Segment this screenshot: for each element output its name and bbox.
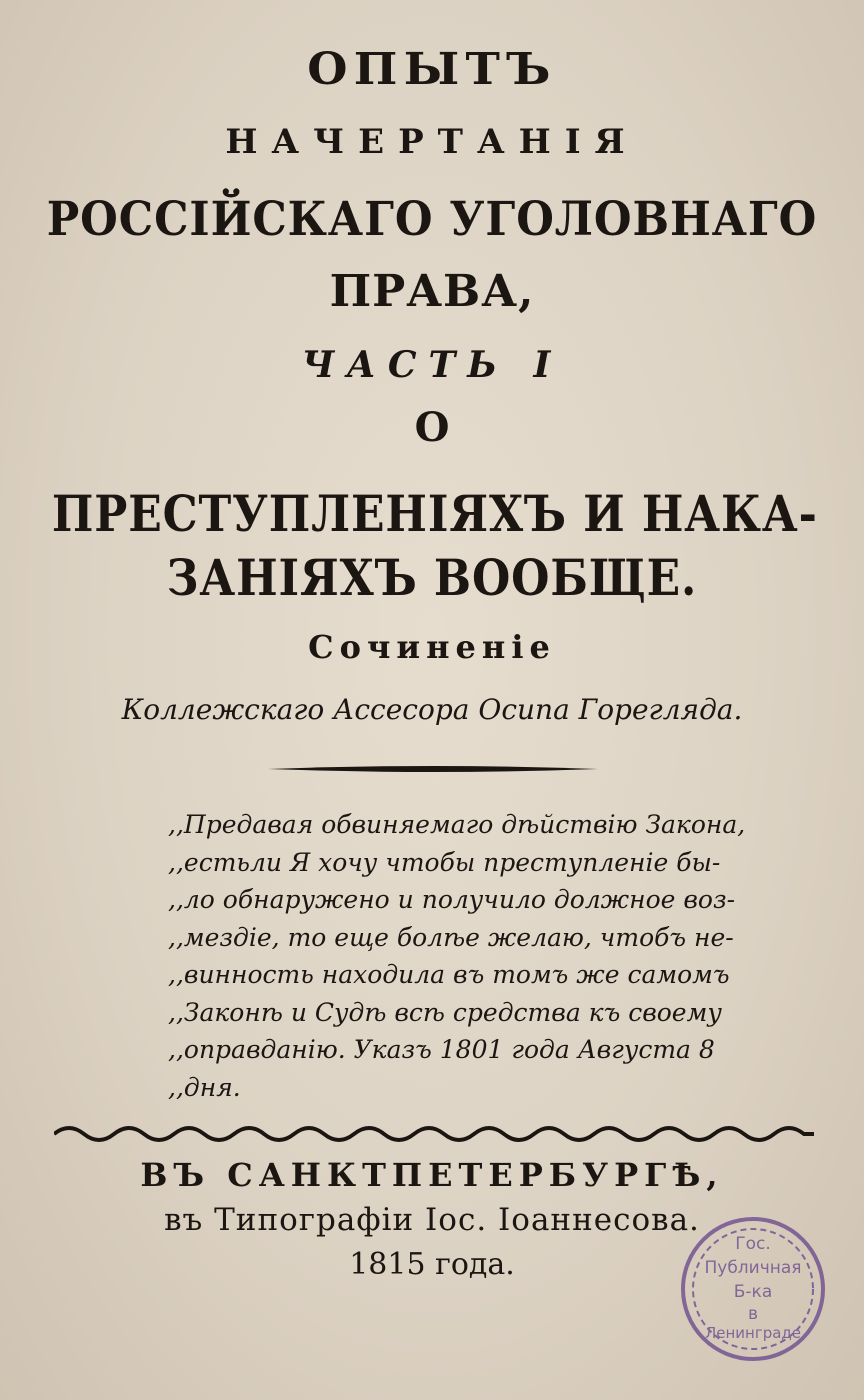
thick-rule-divider [268,764,598,774]
title-line-3: РОССІЙСКАГО УГОЛОВНАГО [46,192,818,247]
author: Коллежскаго Ассесора Осипа Горегляда. [121,693,743,726]
epigraph-line: ,,ло обнаружено и получило должное воз- [168,885,736,914]
title-line-2: НАЧЕРТАНІЯ [225,122,639,162]
title-line-4: ПРАВА, [329,266,535,317]
subject-line-2: ЗАНІЯХЪ ВООБЩЕ. [166,548,698,607]
title-line-1: ОПЫТЪ [307,44,557,95]
epigraph-line: ,,мездіе, то еще болѣе желаю, чтобъ не- [168,922,734,952]
stamp-line: Ленинграде [704,1324,802,1342]
wavy-rule-divider [54,1122,814,1146]
epigraph-line: ,,дня. [168,1072,241,1102]
part-number: ЧАСТЬ І [301,344,563,386]
epigraph-line: ,,оправданію. Указъ 1801 года Августа 8 [168,1035,715,1064]
epigraph-line: ,,винность находила въ томъ же самомъ [168,960,730,989]
imprint-press: въ Типографіи Іос. Іоаннесова. [164,1202,700,1238]
epigraph-line: ,,естьли Я хочу чтобы преступленіе бы- [168,847,721,877]
stamp-line: Гос. [735,1234,771,1254]
imprint-year: 1815 года. [349,1247,515,1282]
library-stamp [678,1214,828,1364]
stamp-line: Б-ка [733,1282,773,1302]
stamp-line: в [747,1304,759,1324]
stamp-line: Публичная [704,1258,802,1278]
subject-line-1: ПРЕСТУПЛЕНІЯХЪ И НАКА- [51,484,818,543]
work-label: Сочиненіе [308,628,556,666]
imprint-city: ВЪ САНКТПЕТЕРБУРГѢ, [140,1156,724,1194]
epigraph [168,806,768,1106]
epigraph-line: ,,Законѣ и Судѣ всѣ средства къ своему [168,997,722,1027]
epigraph-line: ,,Предавая обвиняемаго дѣйствію Закона, [168,810,746,839]
preposition: О [414,404,450,451]
